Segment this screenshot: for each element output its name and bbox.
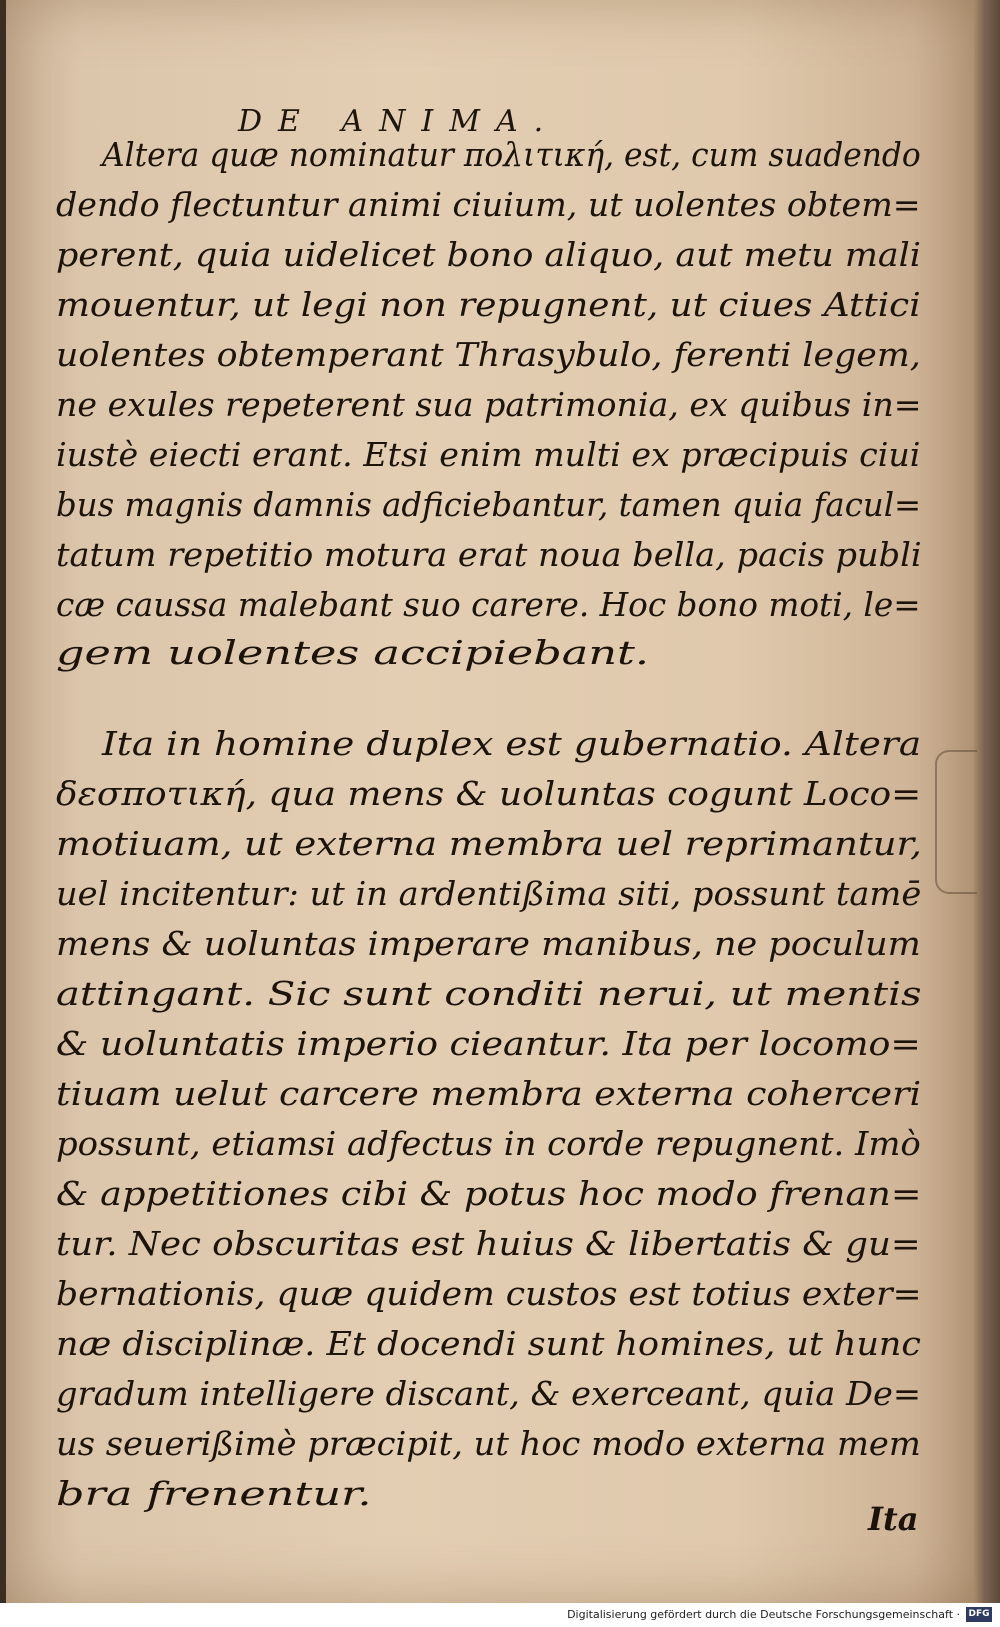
text-line: mens & uoluntas imperare manibus, ne poculum [56,924,921,963]
text-line: gem uolentes accipiebant. [56,633,650,672]
text-line: uolentes obtemperant Thrasybulo, ferenti legem, [56,335,921,374]
footer-bar [0,1603,1000,1627]
funding-credit: Digitalisierung gefördert durch die Deutsche Forschungsgemeinschaft · [567,1608,960,1621]
text-line: motiuam, ut externa membra uel reprimantur, [56,824,922,863]
catchword: Ita [868,1500,919,1538]
text-line: uel incitentur: ut in ardentißima siti, possunt tamē [56,874,922,913]
text-line: bernationis, quæ quidem custos est totius exter= [56,1274,922,1313]
text-line: tur. Nec obscuritas est huius & libertatis & gu= [56,1224,921,1263]
text-line: attingant. Sic sunt conditi nerui, ut mentis [56,974,922,1013]
text-line: Altera quæ nominatur πολιτική, est, cum suadendo [102,135,921,174]
text-line: δεσποτική, qua mens & uoluntas cogunt Loco= [56,774,922,813]
text-line: næ disciplinæ. Et docendi sunt homines, ut hunc [56,1324,921,1363]
page-edge [974,0,1000,1603]
book-page [6,0,980,1603]
text-line: ne exules repeterent sua patrimonia, ex quibus in= [56,385,922,424]
text-line: cæ caussa malebant suo carere. Hoc bono moti, le= [56,585,921,624]
text-line: iustè eiecti erant. Etsi enim multi ex præcipuis ciui [56,435,921,474]
text-line: tatum repetitio motura erat noua bella, pacis publi [56,535,922,574]
text-line: & appetitiones cibi & potus hoc modo frenan= [56,1174,922,1213]
text-line: bra frenentur. [56,1474,372,1513]
text-line: bus magnis damnis adficiebantur, tamen quia facul= [56,485,922,524]
text-line: mouentur, ut legi non repugnent, ut ciues Attici [56,285,921,324]
text-line: gradum intelligere discant, & exerceant, quia De= [56,1374,922,1413]
text-line: perent, quia uidelicet bono aliquo, aut metu mali [56,235,921,274]
clip-mark [935,750,977,894]
dfg-logo: DFG [966,1607,992,1622]
text-line: & uoluntatis imperio cieantur. Ita per locomo= [56,1024,921,1063]
text-line: possunt, etiamsi adfectus in corde repugnent. Imò [56,1124,921,1163]
running-head: DE ANIMA. [238,104,560,139]
text-line: Ita in homine duplex est gubernatio. Altera [102,724,922,763]
text-line: dendo flectuntur animi ciuium, ut uolentes obtem= [56,185,921,224]
text-line: us seuerißimè præcipit, ut hoc modo externa mem [56,1424,921,1463]
text-line: tiuam uelut carcere membra externa coherceri [56,1074,922,1113]
